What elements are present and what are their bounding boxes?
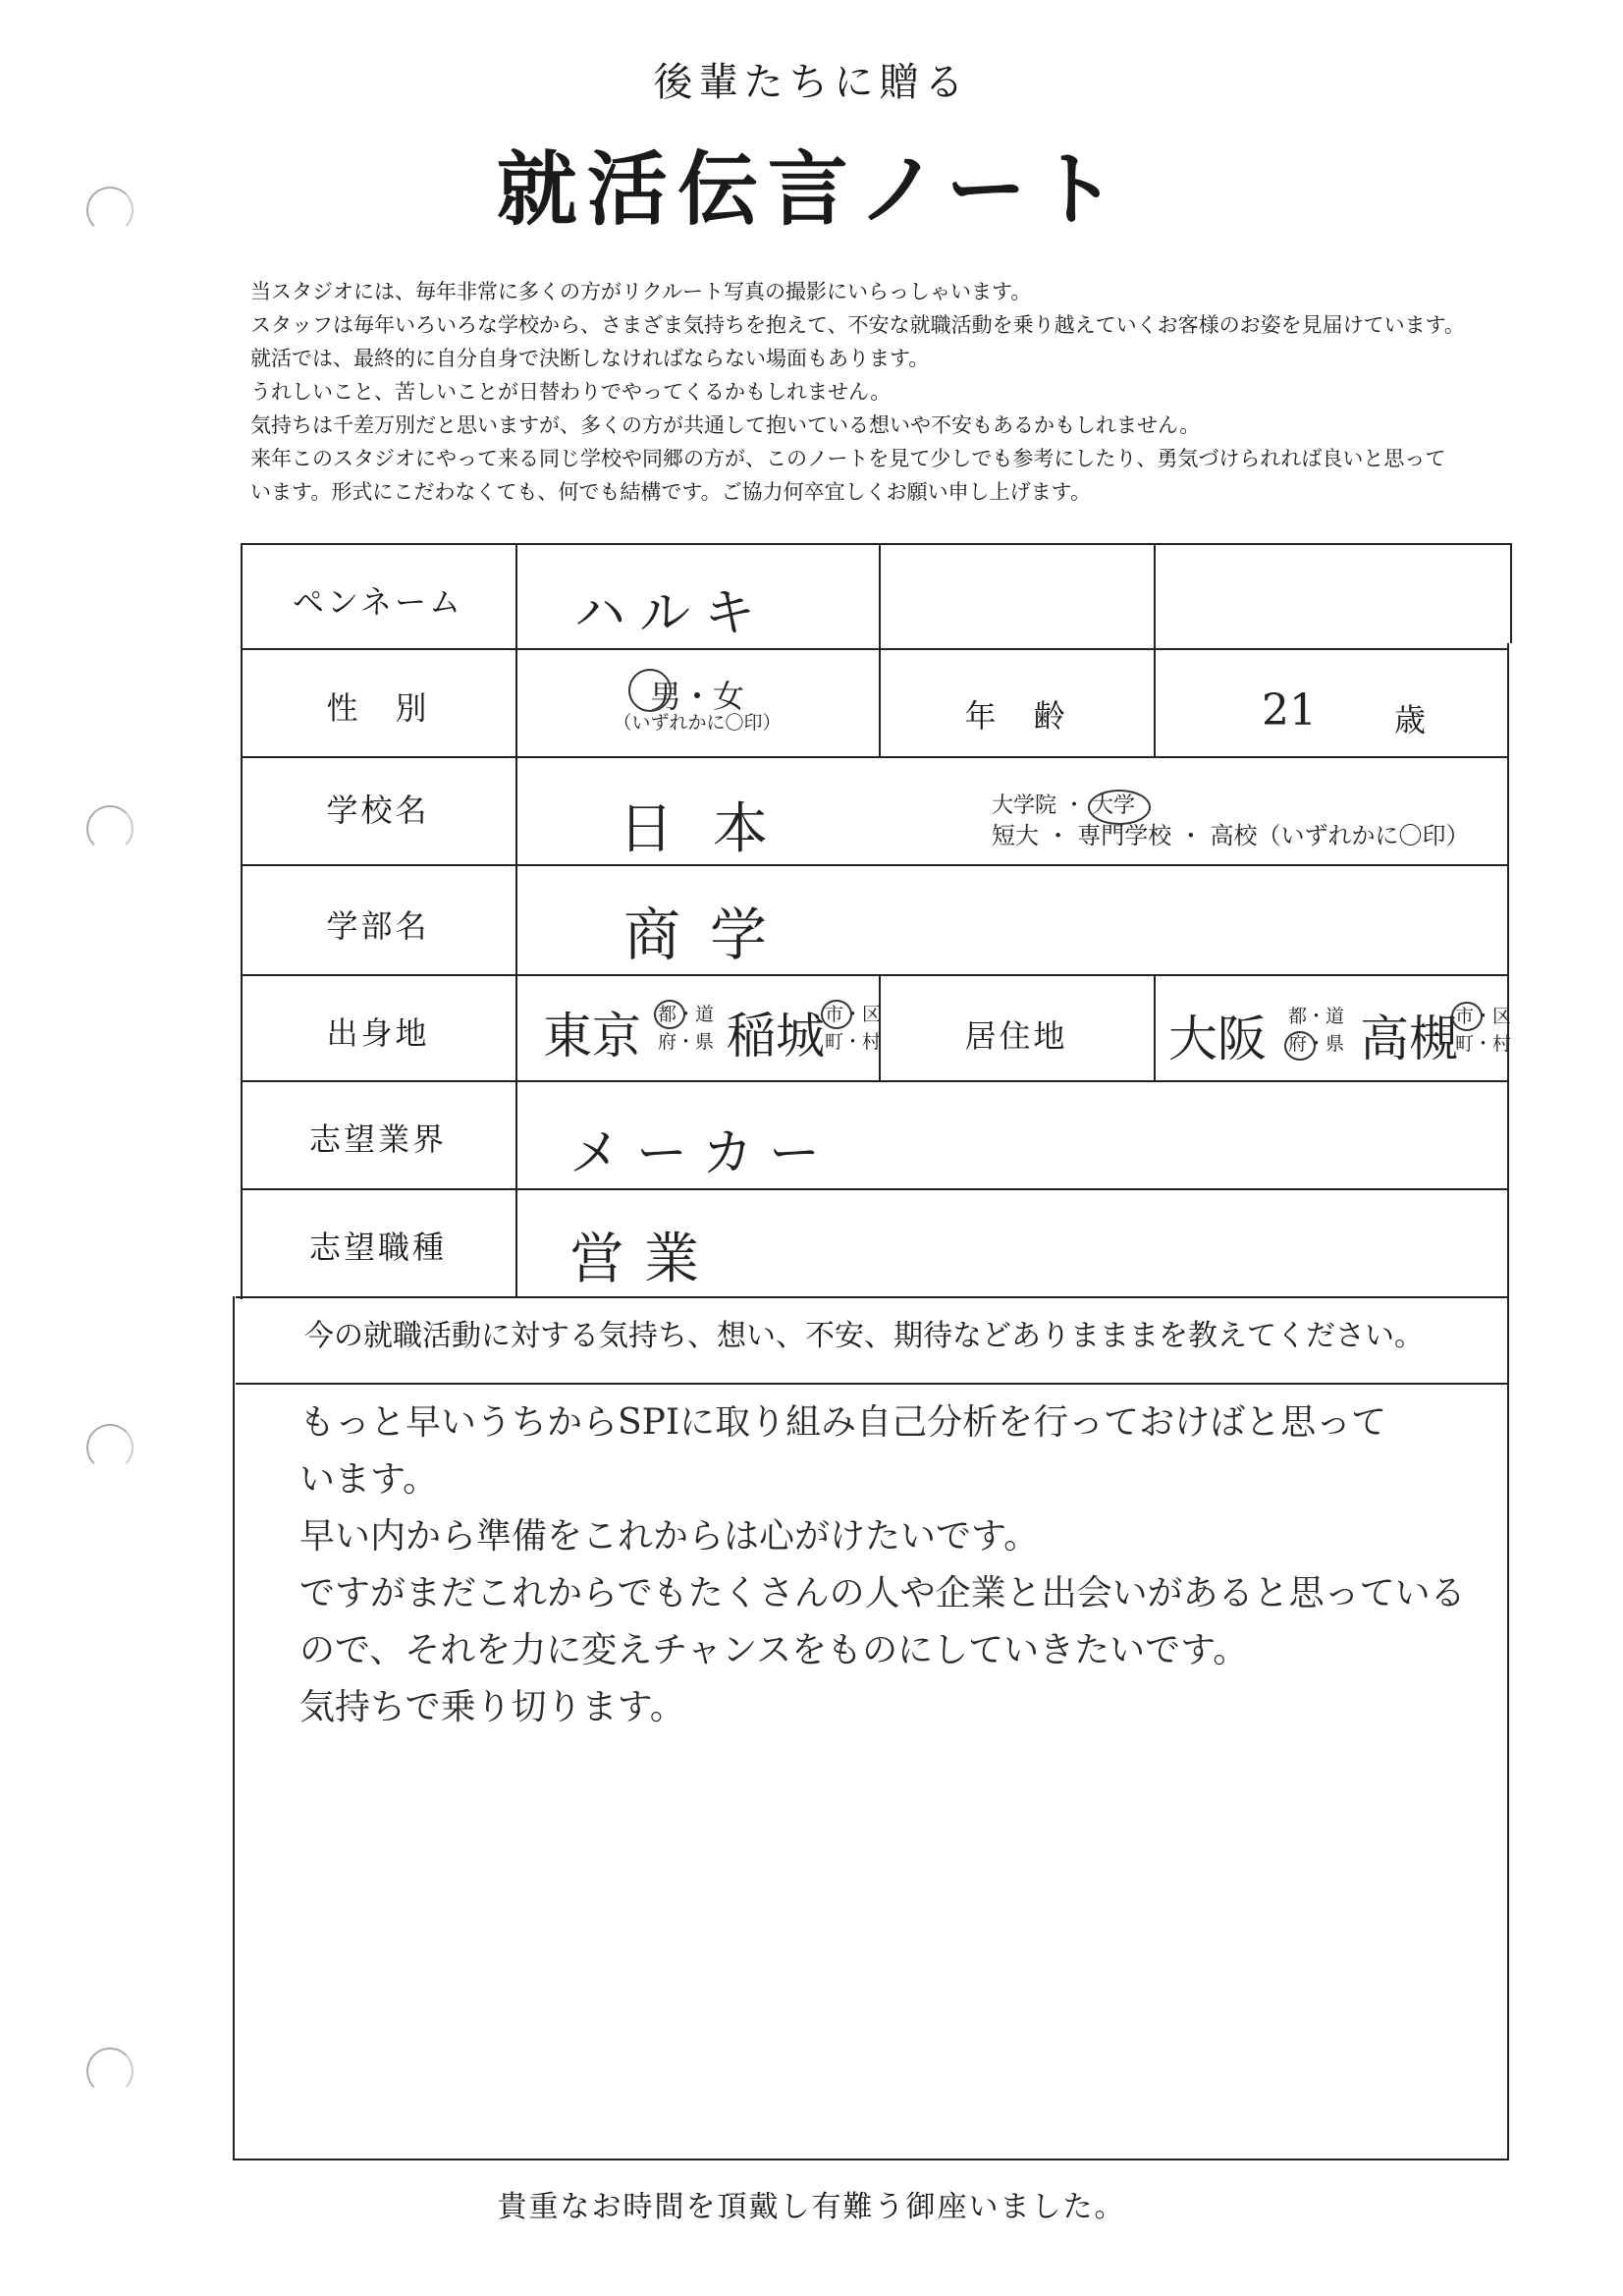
row-divider [236,1383,1509,1385]
city-suffix: 市・区 [1455,1006,1512,1027]
school-type-options: 大学院 ・ 大学 [992,793,1135,818]
row-divider [241,1188,1509,1190]
residence-prefecture[interactable]: 大阪 [1168,1011,1267,1067]
page-title: 就活伝言ノート [496,143,1127,237]
intro-line: 就活では、最終的に自分自身で決断しなければならない場面もあります。 [250,347,930,370]
binder-hole [86,2048,134,2095]
intro-line: 来年このスタジオにやって来る同じ学校や同郷の方が、このノートを見て少しでも参考にしたり、勇気づけられれば良いと思って [250,447,1446,470]
job-label: 志望職種 [308,1229,447,1266]
answer-line: もっと早いうちからSPIに取り組み自己分析を行っておけばと思って [299,1402,1387,1443]
answer-line: います。 [299,1459,439,1500]
hometown-city[interactable]: 稲城 [727,1008,825,1065]
row-divider [241,756,1509,758]
intro-line: スタッフは毎年いろいろな学校から、さまざま気持ちを抱えて、不安な就職活動を乗り越えていくお客様のお姿を見届けています。 [250,313,1465,337]
answer-line: 気持ちで乗り切ります。 [299,1687,685,1727]
circle-mark [821,1000,852,1029]
form-border [233,2159,1509,2160]
answer-text[interactable] [299,1394,1507,1736]
city-suffix: 市・区 [825,1004,882,1025]
row-divider [236,1296,1509,1298]
faculty-value[interactable]: 商学 [623,902,797,968]
row-divider [241,974,1509,976]
form-border [241,543,1512,545]
binder-hole [86,805,134,852]
answer-line: ので、それを力に変えチャンスをものにしていきたいです。 [299,1630,1249,1670]
age-unit: 歳 [1394,701,1430,738]
column-divider [515,543,517,1296]
age-value[interactable]: 21 [1262,685,1317,736]
page-subtitle: 後輩たちに贈る [653,60,970,105]
form-border [1507,643,1509,2160]
form-border [1510,543,1512,643]
school-type-options: 短大 ・ 専門学校 ・ 高校（いずれかに〇印） [992,822,1470,849]
row-divider [241,864,1509,866]
binder-hole [86,1424,134,1471]
circle-mark [1088,790,1151,825]
circle-mark [1284,1031,1316,1061]
circle-mark [654,1000,685,1029]
intro-line: います。形式にこだわなくても、何でも結構です。ご協力何卒宜しくお願い申し上げます。 [250,480,1091,504]
hometown-label: 出身地 [326,1014,430,1052]
residence-label: 居住地 [964,1017,1068,1055]
intro-line: うれしいこと、苦しいことが日替わりでやってくるかもしれません。 [250,380,892,404]
circle-mark [1451,1002,1483,1031]
residence-city[interactable]: 高槻 [1360,1011,1458,1067]
pen-name-value[interactable]: ハルキ [574,584,770,643]
industry-value[interactable]: メーカー [569,1124,836,1183]
prefecture-suffix: 府・県 [1288,1033,1345,1055]
column-divider [1154,974,1156,1080]
industry-label: 志望業界 [308,1121,447,1158]
answer-line: 早い内から準備をこれからは心がけたいです。 [299,1516,1040,1557]
prefecture-suffix: 都・道 [658,1004,715,1025]
prefecture-suffix: 都・道 [1288,1006,1345,1027]
row-divider [241,648,1509,650]
job-value[interactable]: 営業 [569,1228,719,1291]
city-suffix: 町・村 [825,1031,882,1053]
row-divider [241,1080,1509,1082]
city-suffix: 町・村 [1455,1033,1512,1055]
pen-name-label: ペンネーム [292,583,464,621]
answer-line: ですがまだこれからでもたくさんの人や企業と出会いがあると思っている [299,1573,1466,1613]
gender-note: （いずれかに〇印） [613,712,782,734]
gender-label: 性 別 [326,689,430,727]
question-prompt: 今の就職活動に対する気持ち、想い、不安、期待などありまままを教えてください。 [304,1319,1424,1353]
column-divider [1154,543,1156,756]
faculty-label: 学部名 [326,907,430,945]
prefecture-suffix: 府・県 [658,1031,715,1053]
school-value[interactable]: 日本 [619,797,807,861]
gender-options[interactable]: 男・女 [649,679,744,714]
school-label: 学校名 [326,792,430,829]
form-border [233,1296,235,2160]
footer-thanks: 貴重なお時間を頂戴し有難う御座いました。 [497,2190,1126,2224]
circle-mark [628,669,672,712]
intro-line: 当スタジオには、毎年非常に多くの方がリクルート写真の撮影にいらっしゃいます。 [250,280,1032,303]
age-label: 年 齢 [964,697,1068,735]
intro-line: 気持ちは千差万別だと思いますが、多くの方が共通して抱いている想いや不安もあるかもしれません。 [250,413,1201,437]
intro-text [250,275,1586,509]
hometown-prefecture[interactable]: 東京 [543,1008,641,1065]
